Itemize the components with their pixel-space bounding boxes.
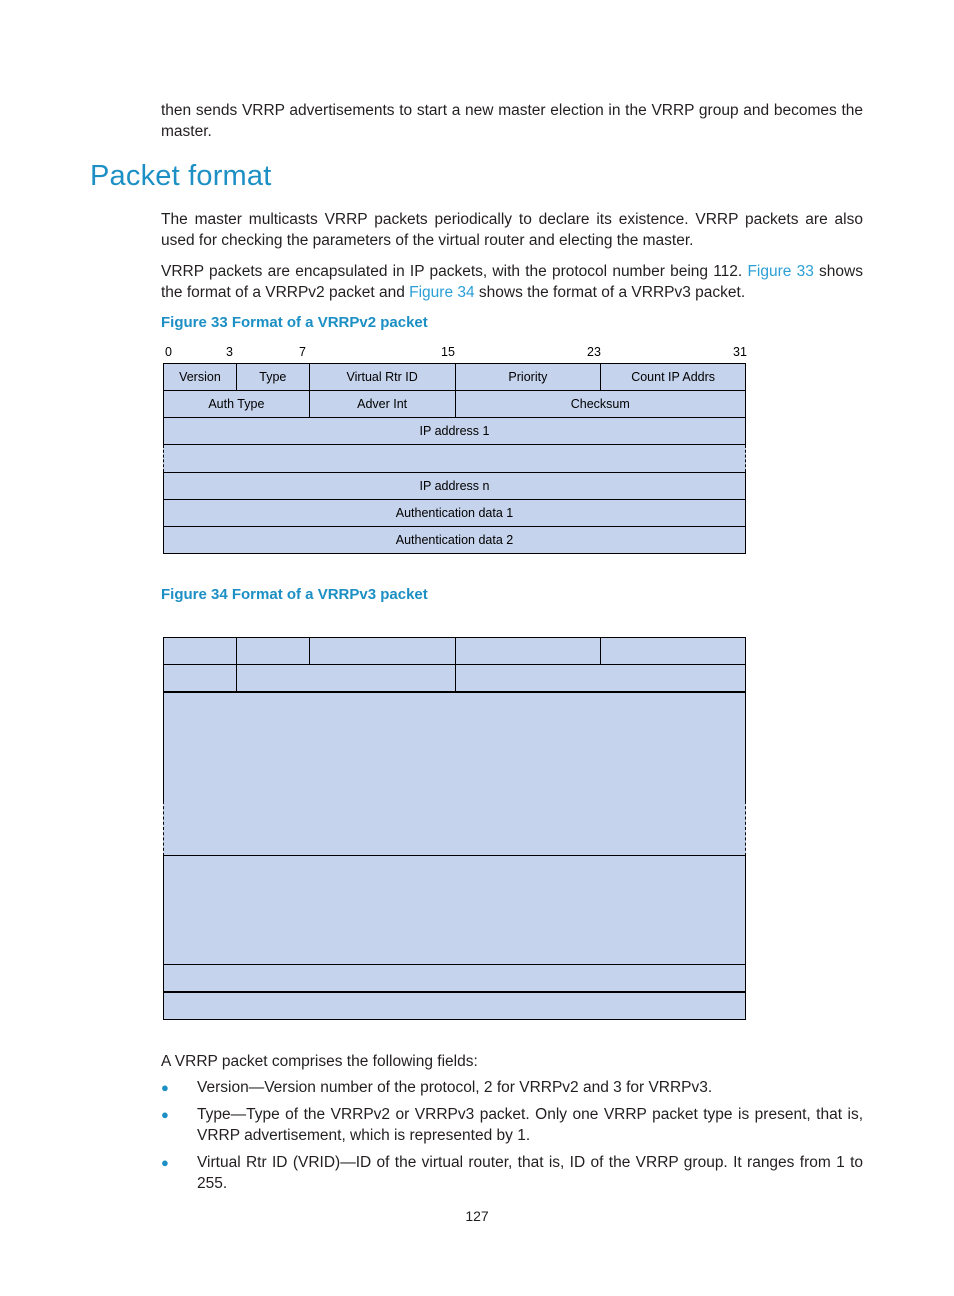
fields-list xyxy=(161,1077,863,1200)
field-ip-address-n: IP address n xyxy=(163,472,746,500)
list-item xyxy=(161,1152,863,1194)
figure-33-caption: Figure 33 Format of a VRRPv2 packet xyxy=(161,314,428,331)
figure-34-link[interactable]: Figure 34 xyxy=(409,284,475,301)
field-priority: Priority xyxy=(455,363,602,391)
v3-field-cell xyxy=(236,637,310,665)
field-auth-type: Auth Type xyxy=(163,390,310,418)
v3-field-cell xyxy=(163,692,746,802)
field-count-ip-addrs: Count IP Addrs xyxy=(600,363,746,391)
field-adver-int: Adver Int xyxy=(309,390,456,418)
field-authentication-data-1: Authentication data 1 xyxy=(163,499,746,527)
figure-34-caption: Figure 34 Format of a VRRPv3 packet xyxy=(161,586,428,603)
list-item-text: Virtual Rtr ID (VRID)—ID of the virtual router, that is, ID of the VRRP group. It ranges from 1 to 255. xyxy=(197,1154,863,1192)
vrrpv3-packet-diagram xyxy=(163,637,746,1020)
list-item-text: Version—Version number of the protocol, 2 for VRRPv2 and 3 for VRRPv3. xyxy=(197,1079,713,1096)
bullet-icon: ● xyxy=(161,1080,169,1095)
v3-field-cell xyxy=(309,637,456,665)
paragraph-2-text-c: shows the format of a VRRPv3 packet. xyxy=(474,284,746,301)
field-ip-address-gap xyxy=(163,445,746,472)
field-type: Type xyxy=(236,363,310,391)
v3-field-cell xyxy=(600,637,746,665)
fields-intro: A VRRP packet comprises the following fields: xyxy=(161,1053,478,1070)
bit-number: 15 xyxy=(441,345,455,359)
figure-33-link[interactable]: Figure 33 xyxy=(747,263,814,280)
field-ip-address-1: IP address 1 xyxy=(163,417,746,445)
v3-field-cell xyxy=(455,664,747,692)
v3-field-cell xyxy=(236,664,456,692)
section-title: Packet format xyxy=(90,160,272,192)
bit-number: 7 xyxy=(299,345,306,359)
intro-paragraph: then sends VRRP advertisements to start a new master election in the VRRP group and becomes the master. xyxy=(161,102,863,140)
bit-number: 31 xyxy=(733,345,747,359)
vrrpv2-packet-diagram xyxy=(163,363,746,554)
v3-field-cell xyxy=(163,964,746,992)
bit-number: 23 xyxy=(587,345,601,359)
paragraph-2 xyxy=(161,261,863,303)
v3-field-cell xyxy=(455,637,602,665)
list-item xyxy=(161,1077,863,1098)
field-virtual-rtr-id: Virtual Rtr ID xyxy=(309,363,456,391)
page-number: 127 xyxy=(465,1208,489,1224)
bullet-icon: ● xyxy=(161,1107,169,1122)
paragraph-1: The master multicasts VRRP packets periodically to declare its existence. VRRP packets are also used for checking the parameters of the virtual router and electing the master. xyxy=(161,211,863,249)
v3-field-gap xyxy=(163,801,746,856)
list-item xyxy=(161,1104,863,1146)
bullet-icon: ● xyxy=(161,1155,169,1170)
paragraph-2-text-a: VRRP packets are encapsulated in IP packets, with the protocol number being 112. xyxy=(161,263,748,280)
v3-field-cell xyxy=(163,664,237,692)
list-item-text: Type—Type of the VRRPv2 or VRRPv3 packet. Only one VRRP packet type is present, that is, VRRP advertisement, which is represented by 1. xyxy=(197,1106,863,1144)
field-checksum: Checksum xyxy=(455,390,747,418)
paragraph-2-text-b: shows the format of a VRRPv2 packet and xyxy=(161,263,863,301)
field-authentication-data-2: Authentication data 2 xyxy=(163,526,746,554)
v3-field-cell xyxy=(163,992,746,1020)
v3-field-cell xyxy=(163,637,237,665)
field-version: Version xyxy=(163,363,237,391)
bit-number: 3 xyxy=(226,345,233,359)
v3-field-cell xyxy=(163,855,746,965)
bit-number: 0 xyxy=(165,345,172,359)
